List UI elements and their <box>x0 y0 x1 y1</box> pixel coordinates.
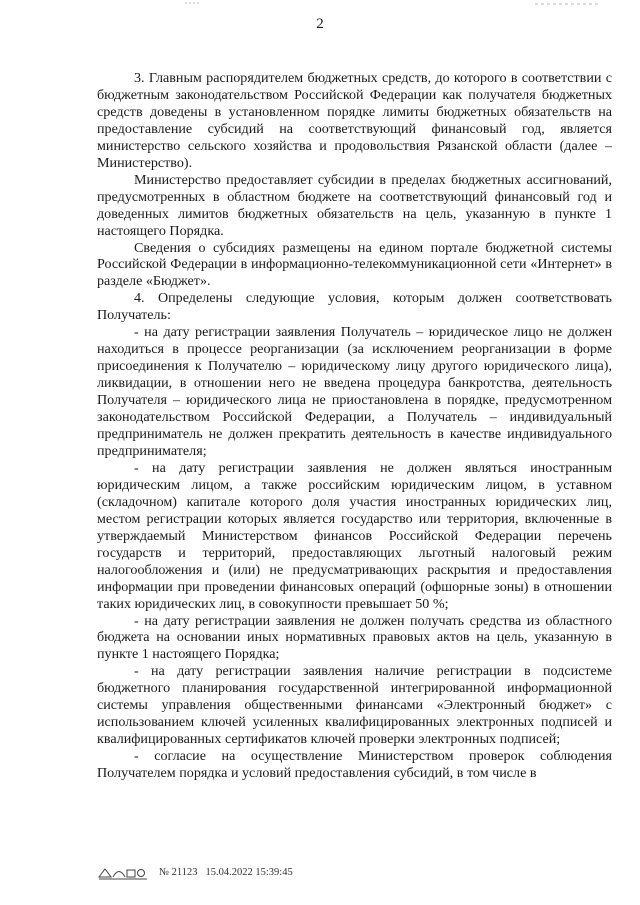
scan-artifacts <box>0 0 640 10</box>
footer-timestamp: 15.04.2022 15:39:45 <box>205 866 293 878</box>
list-item: - на дату регистрации заявления Получатель – юридическое лицо не должен находиться в процессе реорганизации (за исключением реорганизации в форме присоединения к Получателю – юридическому лицу другого юридического лица), ликвидации, в отношении него не введена процедура банкротства, деятельность Получателя – юридического лица не приостановлена в порядке, предусмотренном законодательством Российской Федерации, а Получатель – индивидуальный предприниматель не должен прекратить деятельность в качестве индивидуального предпринимателя; <box>97 324 612 459</box>
document-system-logo-icon <box>97 863 151 881</box>
list-item: - на дату регистрации заявления не должен являться иностранным юридическим лицом, а также российским юридическим лицом, в уставном (складочном) капитале которого доля участия иностранных юридических лиц, местом регистрации которых является государство или территория, включенные в утверждаемый Министерством финансов Российской Федерации перечень государств и территорий, предоставляющих льготный налоговый режим налогообложения и (или) не предусматривающих раскрытия и предоставления информации при проведении финансовых операций (офшорные зоны) в отношении таких юридических лиц, в совокупности превышает 50 %; <box>97 459 612 612</box>
page-number: 2 <box>316 16 324 32</box>
paragraph: 3. Главным распорядителем бюджетных средств, до которого в соответствии с бюджетным законодательством Российской Федерации как получателя бюджетных средств доведены в установленном порядке лимиты бюджетных обязательств на предоставление субсидий на соответствующий финансовый год, является министерство сельского хозяйства и продовольствия Рязанской области (далее – Министерство). <box>97 70 612 171</box>
paragraph: Сведения о субсидиях размещены на едином портале бюджетной системы Российской Федерации в информационно-телекоммуникационной сети «Интернет» в разделе «Бюджет». <box>97 239 612 290</box>
paragraph: 4. Определены следующие условия, которым должен соответствовать Получатель: <box>97 290 612 324</box>
list-item: - на дату регистрации заявления не должен получать средства из областного бюджета на основании иных нормативных правовых актов на цель, указанную в пункте 1 настоящего Порядка; <box>97 612 612 663</box>
list-item: - на дату регистрации заявления наличие регистрации в подсистеме бюджетного планирования государственной интегрированной информационной системы управления общественными финансами «Электронный бюджет» с использованием ключей усиленных квалифицированных электронных подписей и квалифицированных сертификатов ключей проверки электронных подписей; <box>97 663 612 748</box>
list-item: - согласие на осуществление Министерством проверок соблюдения Получателем порядка и условий предоставления субсидий, в том числе в <box>97 748 612 782</box>
document-footer <box>97 862 293 882</box>
document-body <box>97 70 612 782</box>
footer-doc-id: № 21123 <box>159 866 198 878</box>
paragraph: Министерство предоставляет субсидии в пределах бюджетных ассигнований, предусмотренных в областном бюджете на соответствующий финансовый год и доведенных лимитов бюджетных обязательств на цель, указанную в пункте 1 настоящего Порядка. <box>97 171 612 239</box>
